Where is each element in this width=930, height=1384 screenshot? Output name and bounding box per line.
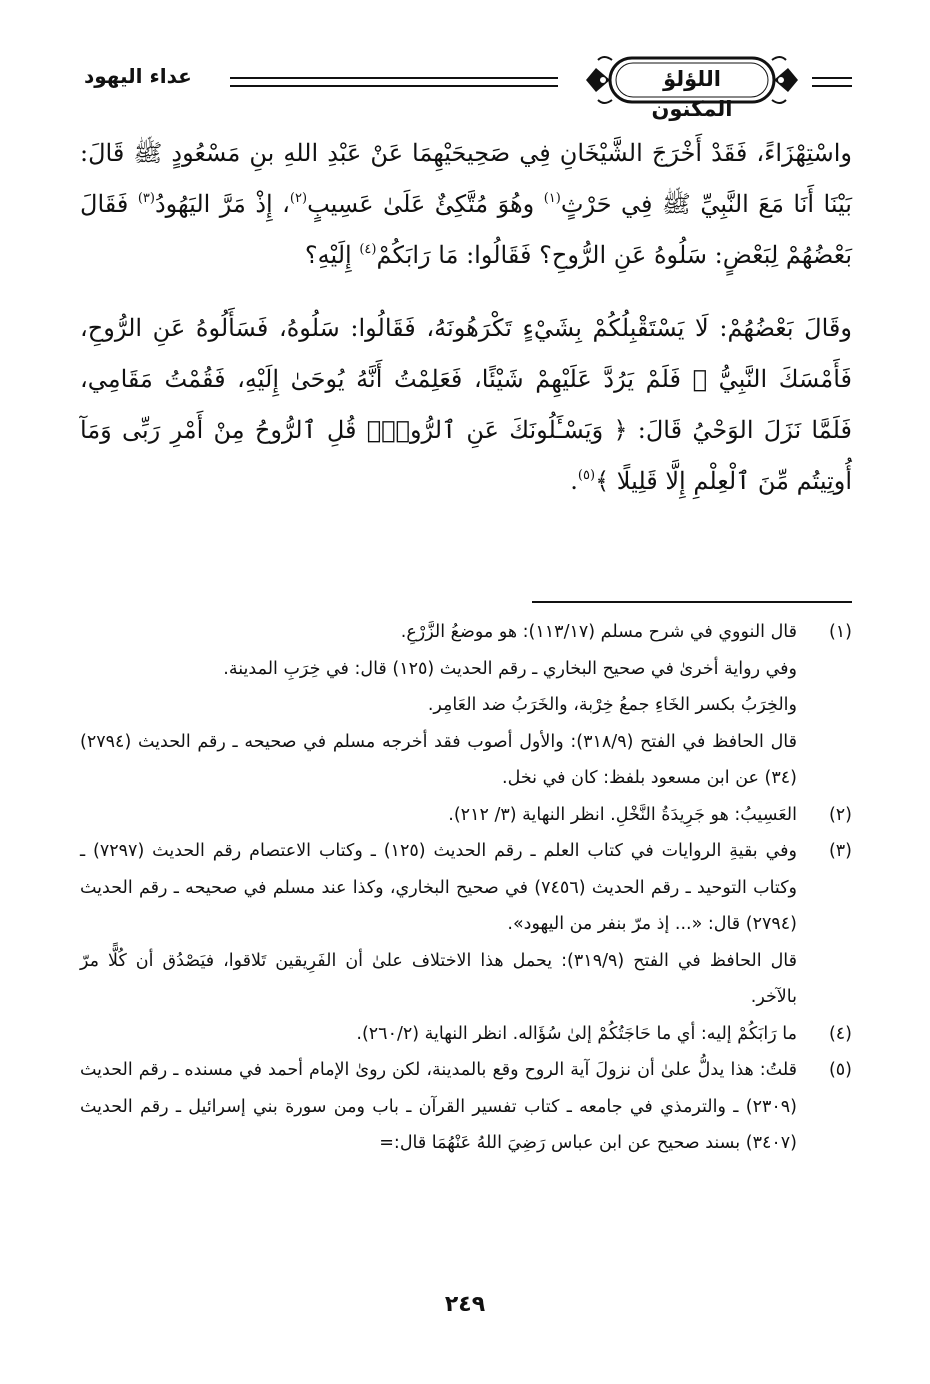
footnote-number: (٢) [828,804,852,825]
paragraph [80,128,852,281]
footnote [80,833,852,1016]
footnote-number: (١) [828,622,852,642]
page-header [84,48,852,121]
footnote-line: قال الحافظ في الفتح (٣١٨/٩): والأول أصوب فقد أخرجه مسلم في صحيحه ـ رقم الحديث (٢٧٩٤) (٣٤) عن ابن مسعود بلفظ: كان في نخل. [80,731,797,788]
text-segment: وهُوَ مُتَّكِئٌ عَلَىٰ عَسِيبٍ [307,190,544,218]
text-segment: واسْتِهْزَاءً، فَقَدْ أَخْرَجَ الشَّيْخَانِ فِي صَحِيحَيْهِمَا عَنْ عَبْدِ اللهِ بنِ مَسْعُودٍ ﷺ قَالَ: بَيْنَا أَنَا مَعَ النَّبِيِّ ﷺ فِي حَرْثٍ [80,139,852,218]
section-title: عداء اليهود [84,64,192,88]
footnote-line: قال النووي في شرح مسلم (١١٣/١٧): هو موضعُ الزَّرْعِ. [400,622,797,642]
footnote-number: (٥) [828,1060,852,1080]
footnote-marker: (٢) [289,191,308,206]
footnote-line: العَسِيبُ: هو جَرِيدَةُ النَّخْلِ. انظر النهاية (٣/ ٢١٢). [448,804,797,825]
text-segment: إِلَيْهِ؟ [304,241,360,269]
text-segment: فَقَالَ بَعْضُهُمْ لِبَعْضٍ: سَلُوهُ عَنِ الرُّوحِ؟ فَقَالُوا: مَا رَابَكُمْ [80,190,852,269]
footnote-line: ما رَابَكُمْ إليه: أي ما حَاجَتُكُمْ إلىٰ سُؤَاله. انظر النهاية (٢٦٠/٢). [356,1023,797,1044]
footnotes [80,614,852,1162]
footnote [80,1052,852,1162]
main-text [80,128,852,507]
footnote-number: (٤) [828,1023,852,1044]
quran-verse: ﴿ وَيَسْـَٔلُونَكَ عَنِ ٱلرُّوحِۖ قُلِ ٱلرُّوحُ مِنْ أَمْرِ رَبِّى وَمَآ أُوتِيتُم مِّنَ ٱلْعِلْمِ إِلَّا قَلِيلًا ﴾ [80,416,852,495]
footnote-separator [532,601,852,603]
text-segment: ، إِذْ مَرَّ اليَهُودُ [154,190,290,218]
book-title-emblem [582,52,802,121]
footnote-number: (٣) [828,841,852,861]
footnote-line: قلتُ: هذا يدلُّ علىٰ أن نزولَ آية الروح وقع بالمدينة، لكن روىٰ الإمام أحمد في مسنده ـ رقم الحديث (٢٣٠٩) ـ والترمذي في جامعه ـ كتاب تفسير القرآن ـ باب ومن سورة بني إسرائيل ـ رقم الحديث (٣٤٠٧) بسند صحيح عن ابن عباس رَضِيَ اللهُ عَنْهُمَا قال:= [80,1060,797,1153]
footnote-marker: (٤) [359,242,377,257]
footnote-line: وفي بقيةِ الروايات في كتاب العلم ـ رقم الحديث (١٢٥) ـ وكتاب الاعتصام رقم الحديث (٧٢٩٧) ـ وكتاب التوحيد ـ رقم الحديث (٧٤٥٦) في صحيح البخاري، وكذا عند مسلم في صحيحه ـ رقم الحديث (٢٧٩٤) قال: «... إذ مرّ بنفر من اليهود». [80,841,797,934]
footnote [80,1016,852,1053]
footnote-marker: (٣) [137,191,155,206]
footnote [80,797,852,834]
text-segment: وقَالَ بَعْضُهُمْ: لَا يَسْتَقْبِلُكُمْ بِشَيْءٍ تَكْرَهُونَهُ، فَقَالُوا: سَلُوهُ، فَسَأَلُوهُ عَنِ الرُّوحِ، فَأَمْسَكَ النَّبِيُّ ﷺ فَلَمْ يَرُدَّ عَلَيْهِمْ شَيْئًا، فَعَلِمْتُ أَنَّهُ يُوحَىٰ إِلَيْهِ، فَقُمْتُ مَقَامِي، فَلَمَّا نَزَلَ الوَحْيُ قَالَ: [80,314,852,444]
paragraph [80,303,852,507]
header-rule-left [230,77,558,87]
footnote-marker: (١) [543,191,561,206]
footnote-line: والخِرَبُ بكسر الخَاءِ جمعُ خِرْبة، والخَرَبُ ضد العَامِر. [427,695,797,715]
page-number: ٢٤٩ [444,1292,486,1317]
footnote [80,614,852,797]
text-segment: . [570,467,578,495]
footnote-line: قال الحافظ في الفتح (٣١٩/٩): يحمل هذا الاختلاف علىٰ أن الفَرِيقين تَلاقوا، فيَصْدُق أن كُلًّا مرّ بالآخر. [80,950,797,1007]
footnote-line: وفي رواية أخرىٰ في صحيح البخاري ـ رقم الحديث (١٢٥) قال: في خِرَبِ المدينة. [223,658,797,679]
footnote-marker: (٥) [577,468,596,483]
book-title: اللؤلؤ المكنون [651,67,733,121]
header-rule-right [812,77,852,87]
